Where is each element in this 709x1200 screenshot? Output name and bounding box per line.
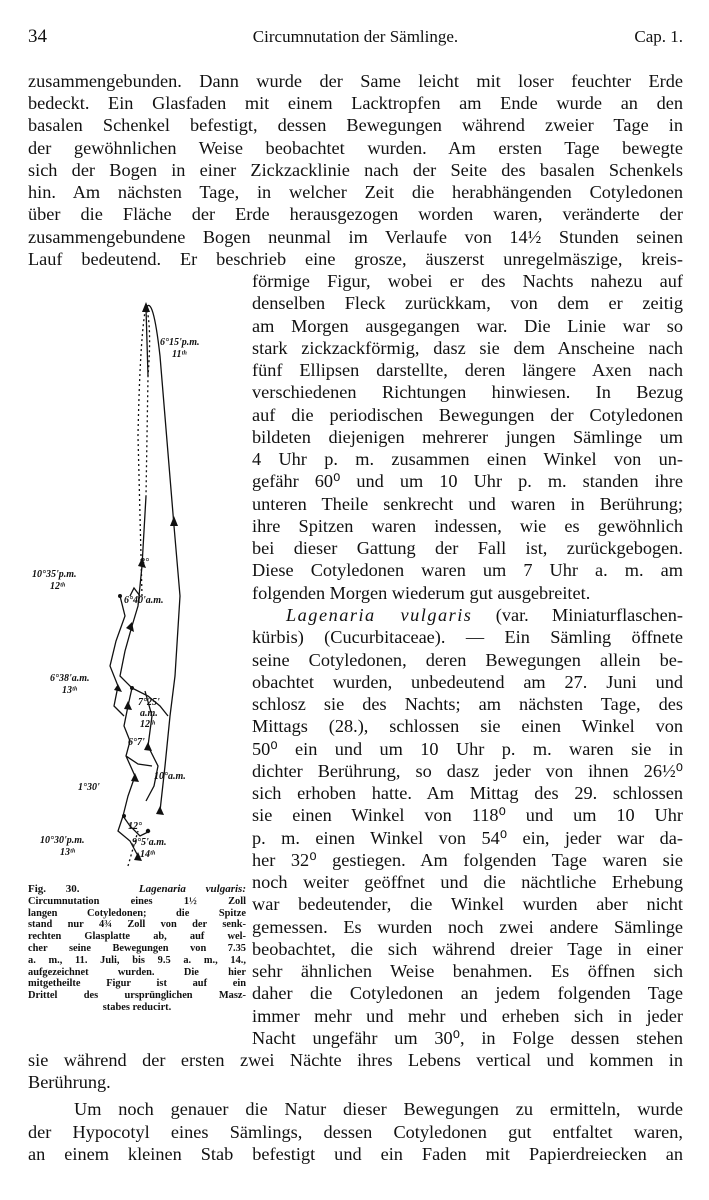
figure-caption	[28, 884, 246, 1014]
species-rest: (var. Miniaturflaschen-	[472, 605, 684, 625]
figure-label: 14ᵗʰ	[140, 849, 155, 860]
body-line: sich der Bogen in einer Zickzacklinie nach der Seite des basalen Schenkels	[28, 160, 683, 180]
arrowhead	[156, 806, 164, 815]
body-line: denselben Fleck zurückkam, von dem er zeitig	[252, 293, 683, 313]
figure-label: 12ᵗʰ	[140, 719, 155, 730]
figure-label: 6°40'a.m.	[124, 595, 164, 606]
body-line: beobachtet, die sich während dreier Tage in einer	[252, 939, 683, 959]
trace-point	[146, 829, 150, 833]
caption-line: stabes reducirt.	[102, 1001, 172, 1013]
arrowhead	[131, 773, 139, 782]
body-line: bei dieser Gattung der Fall ist, zurückgebogen.	[252, 538, 683, 558]
body-line: obachtet wurden, unbedeutend am 27. Juni und	[252, 672, 683, 692]
arrowhead	[170, 516, 178, 526]
body-line: war bedeutender, die Winkel wurden aber nicht	[252, 894, 683, 914]
trace-line	[146, 305, 180, 811]
body-line: p. m. einen Winkel von 54⁰ ein, jeder war da-	[252, 828, 683, 848]
body-line: hin. Am nächsten Tage, in welcher Zeit die herabhängenden Cotyledonen	[28, 182, 683, 202]
figure-30-circumnutation-diagram	[20, 296, 248, 882]
body-line: verschiedenen Richtungen hinwiesen. In Bezug	[252, 382, 683, 402]
body-line: seine Cotyledonen, deren Bewegungen allein be-	[252, 650, 683, 670]
body-line: kürbis) (Cucurbitaceae). — Ein Sämling öffnete	[252, 627, 683, 647]
body-line: förmige Figur, wobei er des Nachts nahezu auf	[252, 271, 683, 291]
body-line: sie während der ersten zwei Nächte ihres Lebens vertical und kommen in	[28, 1050, 683, 1070]
body-line: unteren Theile senkrecht und waren in Berührung;	[252, 494, 683, 514]
arrowhead	[142, 302, 150, 312]
body-line: der Hypocotyl eines Sämlings, dessen Cotyledonen gut entfaltet waren,	[28, 1122, 683, 1142]
figure-label: 13ᵗʰ	[60, 847, 75, 858]
body-line: bildeten diejenigen mehrerer jungen Sämlinge um	[252, 427, 683, 447]
caption-line	[28, 884, 246, 896]
body-line: dichter Berührung, so dasz jeder von ihnen 26½⁰	[252, 761, 683, 781]
body-line: der gewöhnlichen Weise beobachtet wurden. Am ersten Tage bewegte	[28, 138, 683, 158]
body-line: zusammengebundene Bogen neunmal im Verlaufe von 14½ Stunden seinen	[28, 227, 683, 247]
figure-label: 12ᵗʰ	[50, 581, 65, 592]
body-line: Diese Cotyledonen waren um 7 Uhr a. m. am	[252, 560, 683, 580]
arrowhead	[124, 701, 132, 710]
figure-label: 6°38'a.m.	[50, 673, 90, 684]
trace-point	[118, 594, 122, 598]
body-line: Mittags (28.), schlossen sie einen Winkel von	[252, 716, 683, 736]
body-line: noch weiter geöffnet und die nächtliche Erhebung	[252, 872, 683, 892]
lagenaria-heading-line	[252, 604, 683, 626]
caption-line: mitgetheilte Figur ist auf ein	[28, 978, 246, 990]
body-line: daher die Cotyledonen an jedem folgenden Tage	[252, 983, 683, 1003]
caption-line: aufgezeichnet wurden. Die hier	[28, 966, 246, 978]
body-line: Berührung.	[28, 1072, 111, 1092]
chapter-label: Cap. 1.	[634, 27, 683, 46]
body-line: fünf Ellipsen darstellte, deren längere Axen nach	[252, 360, 683, 380]
trace-point	[122, 814, 126, 818]
figure-label: 10°35'p.m.	[32, 569, 77, 580]
body-line: schlosz sie des Nachts; am nächsten Tage, des	[252, 694, 683, 714]
figure-label: 13ᵗʰ	[62, 685, 77, 696]
trace-line	[110, 596, 125, 716]
body-line: Um noch genauer die Natur dieser Bewegungen zu ermitteln, wurde	[74, 1099, 683, 1119]
body-line: ihre Spitzen waren indessen, wie es gewöhnlich	[252, 516, 683, 536]
page-number: 34	[28, 26, 47, 47]
body-line: Lauf bedeutend. Er beschrieb eine grosze, äuszerst unregelmäszige, kreis-	[28, 249, 683, 269]
caption-line: stand nur 4¾ Zoll von der senk-	[28, 919, 246, 931]
body-line: 4 Uhr p. m. zusammen einen Winkel von un-	[252, 449, 683, 469]
figure-label: 1°30'	[78, 782, 100, 793]
figure-label: 3°	[140, 557, 149, 568]
trace-line	[120, 496, 150, 836]
body-line: zusammengebunden. Dann wurde der Same leicht mit loser feuchter Erde	[28, 71, 683, 91]
body-line: gemessen. Es wurden noch zwei andere Sämlinge	[252, 917, 683, 937]
figure-label: 12°	[128, 821, 142, 832]
body-line: immer mehr und mehr und erheben sich in jeder	[252, 1006, 683, 1026]
body-line: 50⁰ ein und um 10 Uhr p. m. waren sie in	[252, 739, 683, 759]
body-line: Nacht ungefähr um 30⁰, in Folge dessen stehen	[252, 1028, 683, 1048]
figure-label: 9°5'a.m.	[132, 837, 167, 848]
caption-line: cher seine Bewegungen von 7.35	[28, 942, 246, 954]
caption-title: Fig. 30.	[28, 883, 80, 895]
caption-line: a. m., 11. Juli, bis 9.5 a. m., 14.,	[28, 954, 246, 966]
body-line: stark zickzackförmig, dasz sie dem Anscheine nach	[252, 338, 683, 358]
page-header	[28, 26, 683, 50]
body-line: folgenden Morgen wiederum gut ausgebreitet.	[252, 583, 591, 603]
figure-label: 6°15'p.m.	[160, 337, 200, 348]
species-name: Lagenaria vulgaris	[286, 605, 473, 625]
figure-label: 11ᵗʰ	[172, 349, 187, 360]
figure-label: a.m.	[140, 708, 158, 719]
caption-line: rechten Glasplatte ab, auf wel-	[28, 931, 246, 943]
running-title: Circumnutation der Sämlinge.	[252, 27, 459, 46]
body-line: gefähr 60⁰ und um 10 Uhr p. m. standen ihre	[252, 471, 683, 491]
caption-line: langen Cotyledonen; die Spitze	[28, 907, 246, 919]
caption-species: Lagenaria vulgaris:	[138, 883, 246, 895]
arrowhead	[144, 742, 152, 751]
trace-point	[130, 686, 134, 690]
figure-label: 10°30'p.m.	[40, 835, 85, 846]
body-line: sich erhoben hatte. Am Mittag des 29. schlossen	[252, 783, 683, 803]
body-line: über die Fläche der Erde herausgezogen worden waren, veränderte der	[28, 204, 683, 224]
figure-label: 6°7'	[128, 737, 145, 748]
body-line: bedeckt. Ein Glasfaden mit einem Lacktropfen am Ende wurde an den	[28, 93, 683, 113]
body-line: am Morgen ausgegangen war. Die Linie war so	[252, 316, 683, 336]
figure-label: 10°a.m.	[154, 771, 186, 782]
body-line: sehr ähnlichen Weise benahmen. Es öffnen sich	[252, 961, 683, 981]
caption-line: Drittel des ursprünglichen Masz-	[28, 990, 246, 1002]
body-line: sie einen Winkel von 118⁰ und um 10 Uhr	[252, 805, 683, 825]
body-line: her 32⁰ gestiegen. Am folgenden Tage waren sie	[252, 850, 683, 870]
body-line: auf die periodischen Bewegungen der Cotyledonen	[252, 405, 683, 425]
arrowhead	[114, 684, 122, 692]
body-line: an einem kleinen Stab befestigt und ein Faden mit Papierdreiecken an	[28, 1144, 683, 1164]
caption-line: Circumnutation eines 1½ Zoll	[28, 895, 246, 907]
figure-label: 7°25'	[138, 697, 160, 708]
body-line: basalen Schenkel befestigt, dessen Bewegungen während zweier Tage in	[28, 115, 683, 135]
